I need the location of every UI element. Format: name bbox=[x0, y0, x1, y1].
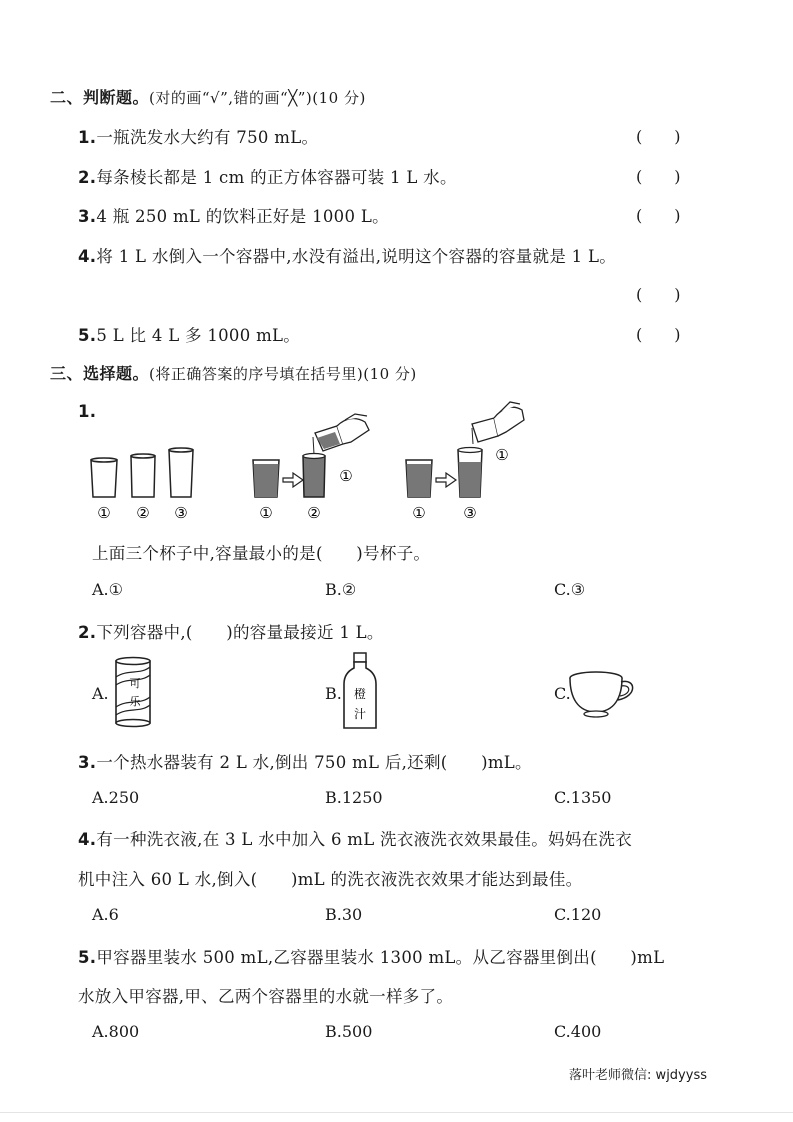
question-text: 5 L 比 4 L 多 1000 mL。 bbox=[96, 326, 301, 345]
choice-question-5-line2: 水放入甲容器,甲、乙两个容器里的水就一样多了。 bbox=[78, 987, 454, 1006]
hand-pouring-icon bbox=[313, 414, 369, 454]
option-a[interactable]: A.① bbox=[92, 580, 123, 599]
pour-cup1-into-cup2-figure bbox=[245, 408, 375, 524]
cup-label-2: ② bbox=[136, 504, 150, 522]
answer-blank[interactable]: ( ) bbox=[636, 285, 681, 304]
cup-1-icon bbox=[91, 458, 117, 497]
pour-cup1-into-cup3-figure bbox=[400, 400, 540, 524]
option-c[interactable]: C.400 bbox=[554, 1022, 602, 1041]
hand-pouring-icon bbox=[472, 402, 524, 444]
juice-bottle-icon[interactable] bbox=[340, 650, 380, 732]
question-text: 4 瓶 250 mL 的饮料正好是 1000 L。 bbox=[96, 207, 389, 226]
section2-heading bbox=[50, 85, 366, 108]
choice-question-1-number bbox=[78, 402, 96, 421]
can-label-2: 乐 bbox=[129, 695, 141, 708]
question-text: 下列容器中,( )的容量最接近 1 L。 bbox=[96, 623, 384, 642]
judge-question-3 bbox=[78, 203, 389, 227]
option-a[interactable]: A.250 bbox=[92, 788, 140, 807]
section3-title: 三、选择题。 bbox=[50, 364, 150, 383]
choice-question-5-line1 bbox=[78, 944, 664, 968]
section3-note: (将正确答案的序号填在括号里)(10 分) bbox=[149, 365, 417, 383]
option-b[interactable]: B.② bbox=[325, 580, 357, 599]
cup-2-icon bbox=[131, 454, 155, 497]
option-b[interactable]: B.30 bbox=[325, 905, 363, 924]
section2-title: 二、判断题。 bbox=[50, 88, 150, 107]
filled-cup-1-icon bbox=[406, 460, 432, 497]
option-c[interactable]: C.1350 bbox=[554, 788, 612, 807]
answer-blank[interactable]: ( ) bbox=[636, 206, 681, 225]
question-number: 3. bbox=[78, 207, 97, 226]
question-number: 4. bbox=[78, 830, 97, 849]
question-text: 将 1 L 水倒入一个容器中,水没有溢出,说明这个容器的容量就是 1 L。 bbox=[96, 247, 617, 266]
question-number: 2. bbox=[78, 168, 97, 187]
page-bottom-divider bbox=[0, 1112, 793, 1113]
cola-can-icon[interactable] bbox=[108, 655, 158, 730]
three-empty-cups-figure bbox=[85, 440, 205, 524]
section2-note: (对的画“√”,错的画“╳”)(10 分) bbox=[149, 89, 366, 107]
option-c[interactable]: C.120 bbox=[554, 905, 602, 924]
option-c[interactable]: C.③ bbox=[554, 580, 586, 599]
cup-label-2: ② bbox=[307, 504, 321, 522]
question-number: 2. bbox=[78, 623, 97, 642]
question-text: 每条棱长都是 1 cm 的正方体容器可装 1 L 水。 bbox=[96, 168, 457, 187]
judge-question-1 bbox=[78, 124, 318, 148]
choice-question-4-line2: 机中注入 60 L 水,倒入( )mL 的洗衣液洗衣效果才能达到最佳。 bbox=[78, 870, 583, 889]
option-b-letter[interactable]: B. bbox=[325, 684, 342, 703]
answer-blank[interactable]: ( ) bbox=[636, 325, 681, 344]
choice-question-4-line1 bbox=[78, 826, 632, 850]
question-text: 一个热水器装有 2 L 水,倒出 750 mL 后,还剩( )mL。 bbox=[96, 753, 532, 772]
question-text: 甲容器里装水 500 mL,乙容器里装水 1300 mL。从乙容器里倒出( )mL bbox=[96, 948, 665, 967]
filled-cup-1-icon bbox=[253, 460, 279, 497]
cup-label-1: ① bbox=[259, 504, 273, 522]
option-c-letter[interactable]: C. bbox=[554, 684, 571, 703]
pour-cup-label: ① bbox=[495, 446, 509, 464]
question-number: 3. bbox=[78, 753, 97, 772]
question-number: 5. bbox=[78, 948, 97, 967]
section3-heading bbox=[50, 361, 417, 384]
question-text: 一瓶洗发水大约有 750 mL。 bbox=[96, 128, 319, 147]
question-number: 4. bbox=[78, 247, 97, 266]
question-text: 有一种洗衣液,在 3 L 水中加入 6 mL 洗衣液洗衣效果最佳。妈妈在洗衣 bbox=[96, 830, 633, 849]
cup-label-3: ③ bbox=[174, 504, 188, 522]
bottle-label-1: 橙 bbox=[353, 687, 367, 701]
question-number: 1. bbox=[78, 402, 97, 421]
partially-filled-cup-3-icon bbox=[458, 448, 482, 498]
bottle-label-2: 汁 bbox=[353, 707, 367, 721]
cup-label-1: ① bbox=[97, 504, 111, 522]
choice-question-3 bbox=[78, 749, 532, 773]
cup-label-3: ③ bbox=[463, 504, 477, 522]
filled-cup-2-icon bbox=[303, 454, 325, 498]
option-b[interactable]: B.1250 bbox=[325, 788, 383, 807]
option-a[interactable]: A.6 bbox=[92, 905, 119, 924]
footer-credit: 落叶老师微信: wjdyyss bbox=[569, 1068, 707, 1083]
pour-cup-label: ① bbox=[339, 467, 353, 485]
cup-3-icon bbox=[169, 448, 193, 497]
judge-question-5 bbox=[78, 322, 300, 346]
option-a-letter[interactable]: A. bbox=[92, 684, 109, 703]
question-number: 5. bbox=[78, 326, 97, 345]
question-number: 1. bbox=[78, 128, 97, 147]
judge-question-4 bbox=[78, 243, 616, 267]
answer-blank[interactable]: ( ) bbox=[636, 127, 681, 146]
judge-question-2 bbox=[78, 164, 457, 188]
choice-question-2 bbox=[78, 619, 384, 643]
option-a[interactable]: A.800 bbox=[92, 1022, 140, 1041]
choice-question-1-text: 上面三个杯子中,容量最小的是( )号杯子。 bbox=[92, 544, 431, 563]
arrow-icon bbox=[436, 473, 456, 487]
cup-label-1: ① bbox=[412, 504, 426, 522]
option-b[interactable]: B.500 bbox=[325, 1022, 373, 1041]
tea-cup-icon[interactable] bbox=[568, 668, 640, 722]
answer-blank[interactable]: ( ) bbox=[636, 167, 681, 186]
arrow-icon bbox=[283, 473, 303, 487]
can-label-1: 可 bbox=[129, 677, 141, 690]
